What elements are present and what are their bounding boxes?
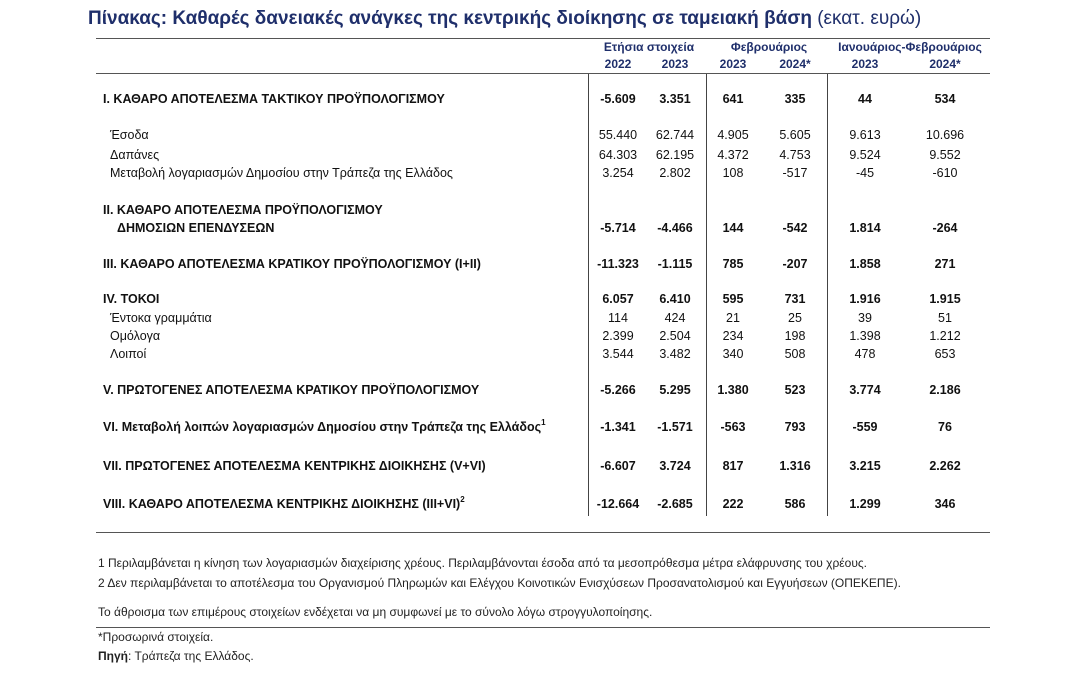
header-annual: Ετήσια στοιχεία xyxy=(603,40,695,54)
cell-value: 793 xyxy=(784,420,806,434)
row-label: Έντοκα γραμμάτια xyxy=(110,311,212,325)
notes-rule xyxy=(96,627,990,628)
cell-value: 9.524 xyxy=(849,148,881,162)
cell-value: 2.802 xyxy=(659,166,691,180)
table-row xyxy=(0,257,1088,275)
cell-value: -12.664 xyxy=(596,497,640,511)
cell-value: 1.299 xyxy=(849,497,881,511)
header-rule xyxy=(96,73,990,74)
cell-value: 653 xyxy=(934,347,956,361)
cell-value: 1.916 xyxy=(849,292,881,306)
cell-value: 534 xyxy=(934,92,956,106)
cell-value: 5.605 xyxy=(779,128,811,142)
cell-value: 62.744 xyxy=(655,128,695,142)
source-text: : Τράπεζα της Ελλάδος. xyxy=(128,649,254,663)
cell-value: 4.372 xyxy=(717,148,749,162)
table-row xyxy=(0,92,1088,110)
row-label: VΙΙ. ΠΡΩΤΟΓΕΝΕΣ ΑΠΟΤΕΛΕΣΜΑ ΚΕΝΤΡΙΚΗΣ ΔΙΟΙΚΗΣΗΣ (V+VI) xyxy=(103,459,486,473)
cell-value: 271 xyxy=(934,257,956,271)
cell-value: -45 xyxy=(855,166,875,180)
cell-value: 595 xyxy=(722,292,744,306)
cell-value: 335 xyxy=(784,92,806,106)
source-note xyxy=(98,649,254,663)
table-row xyxy=(0,459,1088,477)
cell-value: -563 xyxy=(720,420,746,434)
cell-value: -610 xyxy=(932,166,958,180)
cell-value: 25 xyxy=(788,311,802,325)
cell-value: -5.714 xyxy=(600,221,636,235)
cell-value: -2.685 xyxy=(657,497,693,511)
cell-value: 731 xyxy=(784,292,806,306)
table-row xyxy=(0,292,1088,310)
cell-value: 1.398 xyxy=(849,329,881,343)
row-label: Έσοδα xyxy=(110,128,149,142)
cell-value: 6.410 xyxy=(659,292,691,306)
top-rule xyxy=(96,38,990,39)
table-row xyxy=(0,311,1088,329)
title-main: Πίνακας: Καθαρές δανειακές ανάγκες της κεντρικής διοίκησης σε ταμειακή βάση xyxy=(88,8,812,29)
cell-value: 1.814 xyxy=(849,221,881,235)
cell-value: 2.186 xyxy=(929,383,961,397)
cell-value: -517 xyxy=(782,166,808,180)
cell-value: 198 xyxy=(784,329,806,343)
cell-value: 3.215 xyxy=(849,459,881,473)
row-label: Λοιποί xyxy=(110,347,147,361)
cell-value: 9.613 xyxy=(849,128,881,142)
cell-value: 346 xyxy=(934,497,956,511)
cell-value: -1.115 xyxy=(657,257,693,271)
cell-value: 1.915 xyxy=(929,292,961,306)
cell-value: 523 xyxy=(784,383,806,397)
cell-value: 51 xyxy=(938,311,952,325)
cell-value: 508 xyxy=(784,347,806,361)
cell-value: -1.571 xyxy=(657,420,693,434)
year-header: 2024* xyxy=(929,57,961,71)
cell-value: 1.316 xyxy=(779,459,811,473)
cell-value: 4.905 xyxy=(717,128,749,142)
cell-value: 55.440 xyxy=(598,128,638,142)
cell-value: 108 xyxy=(722,166,744,180)
cell-value: 817 xyxy=(722,459,744,473)
cell-value: -6.607 xyxy=(600,459,636,473)
provisional-note: *Προσωρινά στοιχεία. xyxy=(98,630,214,644)
footnote-marker: 2 xyxy=(460,495,465,504)
cell-value: 2.399 xyxy=(602,329,634,343)
cell-value: 785 xyxy=(722,257,744,271)
cell-value: 3.482 xyxy=(659,347,691,361)
title-unit: (εκατ. ευρώ) xyxy=(817,8,922,29)
cell-value: 1.380 xyxy=(717,383,749,397)
cell-value: 641 xyxy=(722,92,744,106)
row-label: V. ΠΡΩΤΟΓΕΝΕΣ ΑΠΟΤΕΛΕΣΜΑ ΚΡΑΤΙΚΟΥ ΠΡΟΫΠΟΛΟΓΙΣΜΟΥ xyxy=(103,383,480,397)
cell-value: 21 xyxy=(726,311,740,325)
row-label: Δαπάνες xyxy=(110,148,160,162)
row-label: ΙV. ΤΟΚΟΙ xyxy=(103,292,160,306)
cell-value: 76 xyxy=(938,420,952,434)
year-header: 2022 xyxy=(604,57,632,71)
cell-value: 114 xyxy=(608,311,628,325)
cell-value: 340 xyxy=(722,347,744,361)
cell-value: 2.262 xyxy=(929,459,961,473)
cell-value: -207 xyxy=(782,257,808,271)
cell-value: -11.323 xyxy=(597,257,639,271)
table-row xyxy=(0,148,1088,166)
header-jan-feb: Ιανουάριος-Φεβρουάριος xyxy=(838,40,982,54)
row-label: ΙΙ. ΚΑΘΑΡΟ ΑΠΟΤΕΛΕΣΜΑ ΠΡΟΫΠΟΛΟΓΙΣΜΟΥ xyxy=(103,203,383,217)
footnote-marker: 1 xyxy=(541,418,546,427)
cell-value: 3.544 xyxy=(602,347,634,361)
cell-value: 10.696 xyxy=(925,128,965,142)
cell-value: 222 xyxy=(722,497,744,511)
cell-value: -264 xyxy=(932,221,958,235)
cell-value: 3.774 xyxy=(849,383,881,397)
cell-value: 6.057 xyxy=(602,292,634,306)
table-row xyxy=(0,128,1088,146)
year-header: 2023 xyxy=(851,57,879,71)
cell-value: 1.858 xyxy=(849,257,881,271)
cell-value: 5.295 xyxy=(659,383,691,397)
cell-value: 478 xyxy=(854,347,876,361)
cell-value: 39 xyxy=(858,311,872,325)
footnote-1: 1 Περιλαμβάνεται η κίνηση των λογαριασμών διαχείρισης χρέους. Περιλαμβάνονται έσοδα από τα μεσοπρόθεσμα μέτρα ελάφρυνσης του χρέους. xyxy=(98,556,868,570)
year-header: 2023 xyxy=(719,57,747,71)
cell-value: 3.254 xyxy=(602,166,634,180)
table-row xyxy=(0,383,1088,401)
table-row xyxy=(0,166,1088,184)
cell-value: 62.195 xyxy=(655,148,695,162)
table-row xyxy=(0,329,1088,347)
cell-value: 144 xyxy=(722,221,744,235)
cell-value: 4.753 xyxy=(779,148,811,162)
bottom-rule xyxy=(96,532,990,533)
rounding-note: Το άθροισμα των επιμέρους στοιχείων ενδέχεται να μη συμφωνεί με το σύνολο λόγω στρογγυλοποίησης. xyxy=(98,605,653,619)
cell-value: -5.266 xyxy=(600,383,636,397)
row-label: Ι. ΚΑΘΑΡΟ ΑΠΟΤΕΛΕΣΜΑ ΤΑΚΤΙΚΟΥ ΠΡΟΫΠΟΛΟΓΙΣΜΟΥ xyxy=(103,92,445,106)
cell-value: 424 xyxy=(664,311,686,325)
cell-value: -542 xyxy=(782,221,808,235)
cell-value: 2.504 xyxy=(659,329,691,343)
cell-value: -559 xyxy=(852,420,878,434)
row-label: Μεταβολή λογαριασμών Δημοσίου στην Τράπεζα της Ελλάδος xyxy=(110,166,453,180)
row-label: ΙΙΙ. ΚΑΘΑΡΟ ΑΠΟΤΕΛΕΣΜΑ ΚΡΑΤΙΚΟΥ ΠΡΟΫΠΟΛΟΓΙΣΜΟΥ (Ι+ΙΙ) xyxy=(103,257,481,271)
cell-value: 3.724 xyxy=(659,459,691,473)
cell-value: 234 xyxy=(722,329,744,343)
footnote-2: 2 Δεν περιλαμβάνεται το αποτέλεσμα του Οργανισμού Πληρωμών και Ελέγχου Κοινοτικών Ενισχύσεων Προσανατολισμού και Εγγυήσεων (ΟΠΕΚΕΠΕ). xyxy=(98,576,901,590)
cell-value: 3.351 xyxy=(659,92,691,106)
header-february: Φεβρουάριος xyxy=(730,40,808,54)
cell-value: -4.466 xyxy=(657,221,693,235)
table-row xyxy=(0,347,1088,365)
row-label: VΙΙΙ. ΚΑΘΑΡΟ ΑΠΟΤΕΛΕΣΜΑ ΚΕΝΤΡΙΚΗΣ ΔΙΟΙΚΗΣΗΣ $(III+VI)^2$ xyxy=(103,495,465,511)
cell-value: 64.303 xyxy=(598,148,638,162)
row-label: Ομόλογα xyxy=(110,329,161,343)
year-header: 2024* xyxy=(779,57,811,71)
cell-value: -1.341 xyxy=(600,420,636,434)
row-label: VΙ. Μεταβολή λοιπών λογαριασμών Δημοσίου στην Τράπεζα της Ελλάδος$^1$ xyxy=(103,418,546,434)
year-header: 2023 xyxy=(661,57,689,71)
source-label: Πηγή xyxy=(98,649,128,663)
table-row xyxy=(0,497,1088,515)
table-title xyxy=(88,8,921,30)
row-label-line2: ΔΗΜΟΣΙΩΝ ΕΠΕΝΔΥΣΕΩΝ xyxy=(117,221,275,235)
cell-value: 9.552 xyxy=(929,148,961,162)
cell-value: -5.609 xyxy=(600,92,636,106)
cell-value: 1.212 xyxy=(929,329,961,343)
table-row xyxy=(0,420,1088,438)
cell-value: 44 xyxy=(858,92,872,106)
cell-value: 586 xyxy=(784,497,806,511)
table-row xyxy=(0,203,1088,235)
